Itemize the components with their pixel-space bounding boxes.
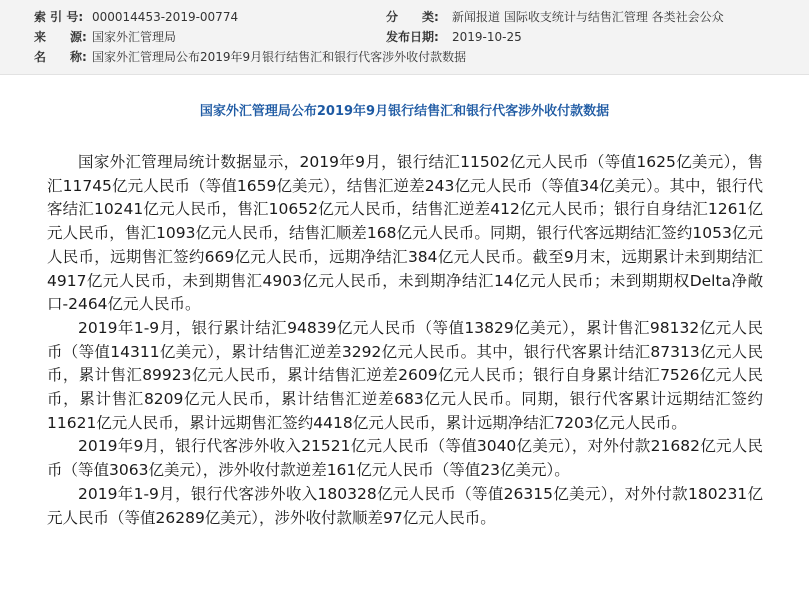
publish-date-label: 发布日期: xyxy=(386,30,439,44)
metadata-row-name xyxy=(0,47,809,67)
article-paragraph-3: 2019年9月，银行代客涉外收入21521亿元人民币（等值3040亿美元），对外付款21682亿元人民币（等值3063亿美元），涉外收付款逆差161亿元人民币（等值23亿美元）。 xyxy=(47,437,763,480)
source-value: 国家外汇管理局 xyxy=(92,30,177,44)
publish-date-value: 2019-10-25 xyxy=(452,30,522,44)
article-paragraph-1: 国家外汇管理局统计数据显示，2019年9月，银行结汇11502亿元人民币（等值1625亿美元），售汇11745亿元人民币（等值1659亿美元），结售汇逆差243亿元人民币（等值34亿美元）。其中，银行代客结汇10241亿元人民币，售汇10652亿元人民币，结售汇逆差412亿元人民币；银行自身结汇1261亿元人民币，售汇1093亿元人民币，结售汇顺差168亿元人民币。同期，银行代客远期结汇签约1053亿元人民币，远期售汇签约669亿元人民币，远期净结汇384亿元人民币。截至9月末，远期累计未到期结汇4917亿元人民币，未到期售汇4903亿元人民币，未到期净结汇14亿元人民币；未到期期权Delta净敞口-2464亿元人民币。 xyxy=(47,153,763,314)
metadata-row-source xyxy=(0,27,809,47)
article-paragraph-4: 2019年1-9月，银行代客涉外收入180328亿元人民币（等值26315亿美元），对外付款180231亿元人民币（等值26289亿美元），涉外收付款顺差97亿元人民币。 xyxy=(47,484,763,527)
category-label: 分 类: xyxy=(386,10,439,24)
metadata-row-index xyxy=(0,7,809,27)
category-value: 新闻报道 国际收支统计与结售汇管理 各类社会公众 xyxy=(452,10,724,24)
article-paragraph-2: 2019年1-9月，银行累计结汇94839亿元人民币（等值13829亿美元），累计售汇98132亿元人民币（等值14311亿美元），累计结售汇逆差3292亿元人民币。其中，银行代客累计结汇87313亿元人民币，累计售汇89923亿元人民币，累计结售汇逆差2609亿元人民币；银行自身累计结汇7526亿元人民币，累计售汇8209亿元人民币，累计结售汇逆差683亿元人民币。同期，银行代客累计远期结汇签约11621亿元人民币，累计远期售汇签约4418亿元人民币，累计远期净结汇7203亿元人民币。 xyxy=(47,318,763,432)
article-title: 国家外汇管理局公布2019年9月银行结售汇和银行代客涉外收付款数据 xyxy=(199,104,610,119)
index-number-value: 000014453-2019-00774 xyxy=(92,10,239,24)
document-name-value: 国家外汇管理局公布2019年9月银行结售汇和银行代客涉外收付款数据 xyxy=(92,50,467,64)
index-number-label: 索 引 号: xyxy=(34,10,84,24)
metadata-divider xyxy=(0,74,809,75)
source-label: 来 源: xyxy=(34,30,87,44)
document-name-label: 名 称: xyxy=(34,50,87,64)
document-metadata-panel xyxy=(0,0,809,74)
article-body xyxy=(47,151,763,530)
